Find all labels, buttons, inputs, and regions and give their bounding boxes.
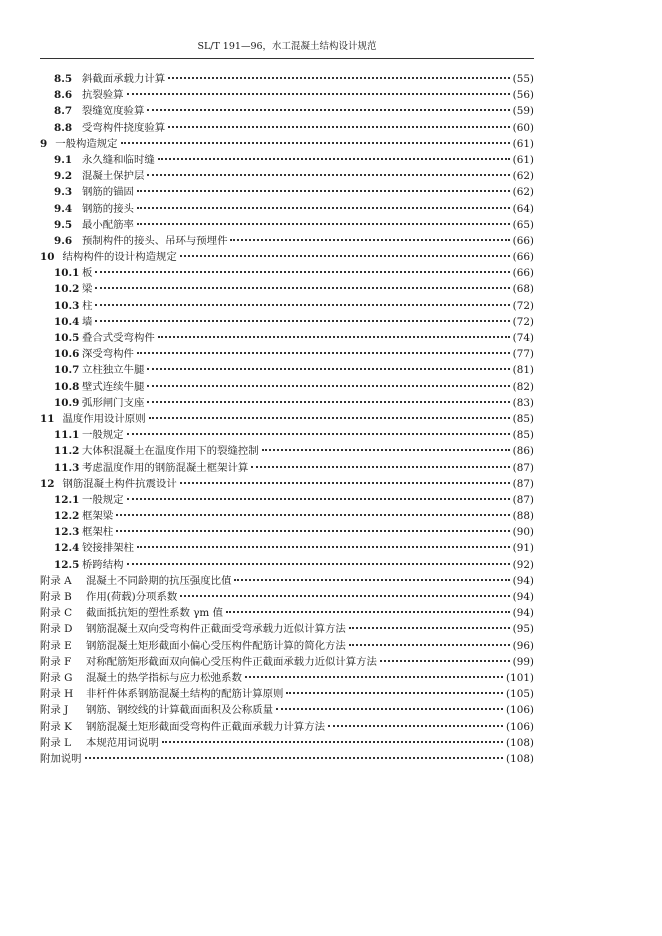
toc-entry-number: 附录 G (40, 671, 73, 684)
toc-entry (40, 508, 534, 524)
dot-leader (180, 595, 509, 597)
toc-entry-page: (65) (512, 218, 534, 231)
toc-entry (40, 395, 534, 411)
toc-entry-title: 预制构件的接头、吊环与预埋件 (82, 234, 228, 247)
toc-entry-page: (87) (512, 477, 534, 490)
toc-entry (40, 362, 534, 378)
dot-leader (95, 287, 509, 289)
toc-entry-number: 9.5 (54, 218, 73, 231)
toc-entry (40, 589, 534, 605)
toc-entry-page: (59) (512, 105, 534, 118)
toc-entry-number: 附录 K (40, 720, 72, 733)
toc-entry-title: 梁 (82, 283, 93, 296)
toc-entry (40, 346, 534, 362)
toc-entry-page: (55) (512, 73, 534, 85)
toc-entry (40, 152, 534, 168)
toc-entry-number: 附录 D (40, 623, 73, 636)
toc-entry-title: 附加说明 (40, 752, 82, 765)
toc-entry (40, 719, 534, 735)
dot-leader (168, 126, 510, 128)
toc-entry (40, 751, 534, 767)
toc-entry-number: 10.3 (54, 299, 80, 312)
toc-entry-title: 裂缝宽度验算 (82, 105, 145, 118)
toc-entry (40, 573, 534, 589)
toc-entry-page: (72) (512, 299, 534, 312)
toc-entry-title: 混凝土不同龄期的抗压强度比值 (86, 574, 232, 587)
toc-entry-page: (85) (512, 412, 534, 425)
toc-entry-number: 8.5 (54, 73, 73, 85)
toc-entry (40, 702, 534, 718)
toc-entry-title: 一般构造规定 (55, 137, 118, 150)
toc-entry-title: 铰接排架柱 (82, 542, 134, 555)
toc-entry-title: 钢筋的接头 (82, 202, 134, 215)
toc-entry (40, 265, 534, 281)
toc-entry-number: 附录 F (40, 655, 72, 668)
dot-leader (180, 482, 510, 484)
toc-entry-title: 考虑温度作用的钢筋混凝土框架计算 (82, 461, 249, 474)
toc-entry-number: 9.1 (54, 153, 73, 166)
toc-entry-title: 对称配筋矩形截面双向偏心受压构件正截面承载力近似计算方法 (86, 655, 377, 668)
toc-entry-page: (108) (506, 736, 534, 749)
dot-leader (286, 692, 503, 694)
toc-entry-title: 墙 (82, 315, 93, 328)
toc-entry-number: 12.1 (54, 493, 80, 506)
toc-entry-number: 8.7 (54, 105, 73, 118)
dot-leader (234, 579, 509, 581)
toc-entry (40, 217, 534, 233)
toc-entry (40, 168, 534, 184)
toc-entry-title: 柱 (82, 299, 93, 312)
toc-entry-title: 结构构件的设计构造规定 (62, 251, 177, 264)
toc-entry-page: (96) (512, 639, 534, 652)
table-of-contents (40, 71, 534, 767)
toc-entry-page: (87) (512, 493, 534, 506)
dot-leader (147, 385, 509, 387)
toc-entry (40, 249, 534, 265)
toc-entry-number: 12.3 (54, 526, 80, 539)
toc-entry-page: (92) (512, 558, 534, 571)
toc-entry-page: (66) (512, 267, 534, 280)
toc-entry-page: (56) (512, 89, 534, 102)
toc-entry-number: 9.6 (54, 234, 73, 247)
dot-leader (168, 77, 510, 79)
toc-entry-title: 大体积混凝土在温度作用下的裂缝控制 (82, 445, 259, 458)
toc-entry-page: (66) (512, 251, 534, 264)
toc-entry (40, 120, 534, 136)
toc-entry-title: 非杆件体系钢筋混凝土结构的配筋计算原则 (86, 688, 284, 701)
toc-entry-page: (88) (512, 510, 534, 523)
toc-entry-title: 一般规定 (82, 429, 124, 442)
toc-entry (40, 605, 534, 621)
toc-entry-number: 12.2 (54, 510, 80, 523)
toc-entry (40, 379, 534, 395)
dot-leader (137, 352, 510, 354)
toc-entry (40, 87, 534, 103)
toc-entry-page: (86) (512, 445, 534, 458)
toc-entry-page: (106) (506, 704, 534, 717)
toc-entry-page: (94) (512, 591, 534, 603)
toc-entry-title: 受弯构件挠度验算 (82, 121, 166, 134)
toc-entry-page: (82) (512, 380, 534, 393)
toc-entry-page: (108) (506, 752, 534, 765)
dot-leader (230, 239, 509, 241)
toc-entry-title: 一般规定 (82, 493, 124, 506)
toc-entry-page: (62) (512, 170, 534, 183)
toc-entry-number: 12.5 (54, 558, 80, 571)
dot-leader (121, 142, 510, 144)
toc-entry (40, 201, 534, 217)
toc-entry-number: 10.8 (54, 380, 80, 393)
dot-leader (147, 109, 509, 111)
dot-leader (116, 530, 509, 532)
toc-entry (40, 670, 534, 686)
toc-entry-title: 钢筋的锚固 (82, 186, 134, 199)
toc-entry-number: 9.2 (54, 170, 73, 183)
toc-entry-number: 12.4 (54, 542, 80, 555)
toc-entry-number: 10 (40, 251, 55, 264)
dot-leader (85, 757, 503, 759)
toc-entry (40, 71, 534, 87)
dot-leader (226, 611, 510, 613)
toc-entry-title: 框架梁 (82, 510, 114, 523)
toc-entry-title: 板 (82, 267, 93, 280)
toc-entry-number: 10.5 (54, 332, 80, 344)
dot-leader (180, 255, 510, 257)
toc-entry (40, 233, 534, 249)
toc-entry-number: 10.7 (54, 364, 80, 377)
toc-entry-page: (101) (506, 671, 534, 684)
toc-entry-number: 10.4 (54, 315, 80, 328)
dot-leader (245, 676, 503, 678)
toc-entry-number: 附录 J (40, 704, 69, 717)
toc-entry-number: 附录 B (40, 591, 72, 603)
toc-entry-title: 抗裂验算 (82, 89, 124, 102)
toc-entry-title: 叠合式受弯构件 (82, 332, 155, 344)
toc-entry-number: 附录 H (40, 688, 74, 701)
toc-entry-number: 11.2 (54, 445, 80, 458)
toc-entry-title: 混凝土保护层 (82, 170, 145, 183)
toc-entry (40, 524, 534, 540)
toc-entry (40, 411, 534, 427)
toc-entry-number: 11.1 (54, 429, 80, 442)
toc-entry-page: (74) (512, 332, 534, 344)
toc-entry-number: 10.9 (54, 396, 80, 409)
toc-entry (40, 460, 534, 476)
toc-entry-page: (72) (512, 315, 534, 328)
toc-entry-title: 钢筋混凝土双向受弯构件正截面受弯承载力近似计算方法 (86, 623, 346, 636)
toc-entry-title: 钢筋、钢绞线的计算截面面积及公称质量 (86, 704, 274, 717)
dot-leader (127, 498, 510, 500)
toc-entry-title: 深受弯构件 (82, 348, 134, 361)
toc-entry-page: (60) (512, 121, 534, 134)
toc-entry-page: (99) (512, 655, 534, 668)
dot-leader (95, 320, 509, 322)
toc-entry (40, 621, 534, 637)
toc-entry (40, 540, 534, 556)
toc-entry-number: 附录 E (40, 639, 72, 652)
toc-entry (40, 686, 534, 702)
toc-entry-page: (81) (512, 364, 534, 377)
dot-leader (137, 207, 510, 209)
toc-entry-page: (62) (512, 186, 534, 199)
toc-entry-title: 钢筋混凝土矩形截面受弯构件正截面承载力计算方法 (86, 720, 325, 733)
dot-leader (116, 514, 509, 516)
toc-entry-number: 11.3 (54, 461, 80, 474)
dot-leader (328, 725, 503, 727)
dot-leader (137, 190, 510, 192)
dot-leader (137, 223, 510, 225)
dot-leader (127, 433, 510, 435)
toc-entry (40, 443, 534, 459)
dot-leader (276, 708, 503, 710)
header-rule (40, 58, 534, 59)
toc-entry (40, 735, 534, 751)
toc-entry (40, 103, 534, 119)
toc-entry-title: 钢筋混凝土构件抗震设计 (62, 477, 177, 490)
toc-entry-title: 钢筋混凝土矩形截面小偏心受压构件配筋计算的简化方法 (86, 639, 346, 652)
toc-entry-page: (85) (512, 429, 534, 442)
dot-leader (127, 563, 510, 565)
toc-entry-page: (94) (512, 607, 534, 620)
toc-entry (40, 492, 534, 508)
toc-entry-page: (87) (512, 461, 534, 474)
toc-entry (40, 654, 534, 670)
dot-leader (149, 417, 510, 419)
toc-entry-title: 斜截面承载力计算 (82, 73, 166, 85)
toc-entry-number: 9.4 (54, 202, 73, 215)
toc-entry-page: (90) (512, 526, 534, 539)
toc-entry-number: 8.6 (54, 89, 73, 102)
toc-entry-number: 8.8 (54, 121, 73, 134)
toc-entry-page: (77) (512, 348, 534, 361)
toc-entry-title: 作用(荷载)分项系数 (86, 591, 178, 603)
toc-entry-page: (106) (506, 720, 534, 733)
dot-leader (158, 158, 510, 160)
toc-entry-page: (95) (512, 623, 534, 636)
toc-entry (40, 476, 534, 492)
toc-entry-page: (66) (512, 234, 534, 247)
toc-entry-title: 永久缝和临时缝 (82, 153, 155, 166)
toc-entry-title: 截面抵抗矩的塑性系数 γm 值 (86, 607, 223, 620)
toc-entry (40, 136, 534, 152)
dot-leader (380, 660, 510, 662)
toc-entry-number: 附录 A (40, 574, 72, 587)
toc-entry-number: 9.3 (54, 186, 73, 199)
running-header: SL/T 191—96，水工混凝土结构设计规范 (197, 41, 377, 52)
dot-leader (127, 93, 510, 95)
toc-entry-title: 最小配筋率 (82, 218, 134, 231)
toc-entry-title: 本规范用词说明 (86, 736, 159, 749)
toc-entry (40, 298, 534, 314)
toc-entry-title: 桥跨结构 (82, 558, 124, 571)
toc-entry-number: 11 (40, 412, 55, 425)
dot-leader (137, 546, 510, 548)
toc-entry-number: 附录 L (40, 736, 71, 749)
toc-entry-title: 壁式连续牛腿 (82, 380, 145, 393)
toc-entry-number: 10.6 (54, 348, 80, 361)
dot-leader (162, 741, 503, 743)
toc-entry (40, 184, 534, 200)
dot-leader (349, 644, 510, 646)
toc-entry-title: 框架柱 (82, 526, 114, 539)
toc-entry-number: 9 (40, 137, 48, 150)
toc-entry-title: 弧形闸门支座 (82, 396, 145, 409)
toc-entry-number: 附录 C (40, 607, 73, 620)
toc-entry (40, 557, 534, 573)
dot-leader (147, 368, 509, 370)
toc-entry-title: 温度作用设计原则 (62, 412, 146, 425)
toc-entry-page: (61) (512, 137, 534, 150)
dot-leader (262, 449, 510, 451)
toc-entry-page: (94) (512, 574, 534, 587)
toc-entry-number: 12 (40, 477, 55, 490)
toc-entry-page: (91) (512, 542, 534, 555)
toc-entry-page: (68) (512, 283, 534, 296)
dot-leader (147, 174, 509, 176)
toc-entry (40, 314, 534, 330)
dot-leader (95, 271, 509, 273)
toc-entry (40, 281, 534, 297)
toc-entry-page: (83) (512, 396, 534, 409)
toc-entry-page: (61) (512, 153, 534, 166)
dot-leader (349, 627, 510, 629)
toc-entry-number: 10.2 (54, 283, 80, 296)
toc-entry (40, 330, 534, 346)
dot-leader (158, 336, 510, 338)
dot-leader (251, 466, 509, 468)
toc-entry (40, 427, 534, 443)
toc-entry-page: (105) (506, 688, 534, 701)
toc-entry-title: 混凝土的热学指标与应力松弛系数 (86, 671, 242, 684)
dot-leader (95, 304, 509, 306)
toc-entry (40, 638, 534, 654)
dot-leader (147, 401, 509, 403)
toc-entry-page: (64) (512, 202, 534, 215)
toc-entry-title: 立柱独立牛腿 (82, 364, 145, 377)
toc-entry-number: 10.1 (54, 267, 80, 280)
